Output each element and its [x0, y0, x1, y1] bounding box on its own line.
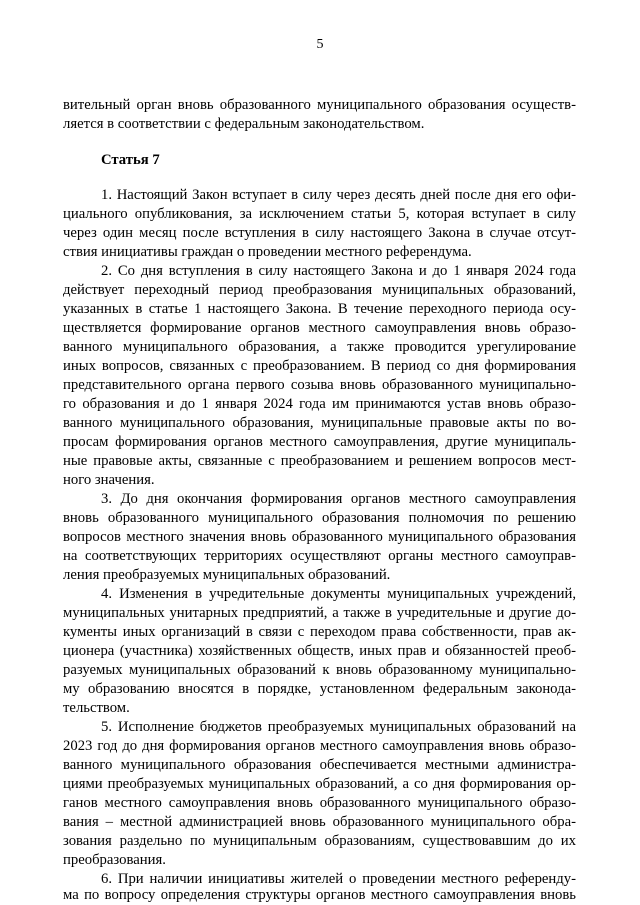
paragraph-2-line: ществляется формирование органов местного самоуправления вновь образо-: [63, 320, 576, 336]
paragraph-6-line: ма по вопросу определения структуры органов местного самоуправления вновь: [63, 887, 576, 903]
paragraph-2-line: ванного муниципального образования, муниципальные правовые акты по во-: [63, 415, 576, 431]
paragraph-5-line: ванного муниципального образования обеспечивается местными администра-: [63, 757, 576, 773]
article-heading: Статья 7: [101, 152, 160, 168]
paragraph-4-line: ционера (участника) хозяйственных обществ, иных прав и обязанностей преоб-: [63, 643, 576, 659]
paragraph-3-line: 3. До дня окончания формирования органов местного самоуправления: [101, 491, 576, 507]
paragraph-2-line: указанных в статье 1 настоящего Закона. В течение переходного периода осу-: [63, 301, 576, 317]
paragraph-1-line: ствия инициативы граждан о проведении местного референдума.: [63, 244, 472, 260]
page-number: 5: [316, 37, 324, 52]
paragraph-1-line: 1. Настоящий Закон вступает в силу через десять дней после дня его офи-: [101, 187, 576, 203]
paragraph-5-line: 2023 год до дня формирования органов местного самоуправления вновь образо-: [63, 738, 576, 754]
paragraph-2-line: ные правовые акты, связанные с преобразованием и решением вопросов мест-: [63, 453, 576, 469]
paragraph-5-line: циями преобразуемых муниципальных образований, а со дня формирования ор-: [63, 776, 576, 792]
intro-line: вительный орган вновь образованного муниципального образования осуществ-: [63, 97, 576, 113]
intro-line: ляется в соответствии с федеральным законодательством.: [63, 116, 425, 132]
paragraph-5-line: вания – местной администрацией вновь образованного муниципального обра-: [63, 814, 576, 830]
paragraph-3-line: ления преобразуемых муниципальных образований.: [63, 567, 391, 583]
paragraph-4-line: кументы иных организаций в связи с переходом права собственности, прав ак-: [63, 624, 576, 640]
paragraph-1-line: циального опубликования, за исключением статьи 5, которая вступает в силу: [63, 206, 576, 222]
paragraph-2-line: ванного муниципального образования, а также проводится урегулирование: [63, 339, 576, 355]
paragraph-1-line: через один месяц после вступления в силу настоящего Закона в случае отсут-: [63, 225, 576, 241]
paragraph-2-line: 2. Со дня вступления в силу настоящего Закона и до 1 января 2024 года: [101, 263, 576, 279]
paragraph-2-line: го образования и до 1 января 2024 года им принимаются устав вновь образо-: [63, 396, 576, 412]
paragraph-2-line: иных вопросов, связанных с преобразованием. В период со дня формирования: [63, 358, 576, 374]
paragraph-4-line: му образованию вносятся в порядке, установленном федеральным законода-: [63, 681, 576, 697]
paragraph-6-line: 6. При наличии инициативы жителей о проведении местного референду-: [101, 871, 576, 887]
paragraph-4-line: разуемых муниципальных образований к вновь образованному муниципально-: [63, 662, 576, 678]
paragraph-2-line: представительного органа первого созыва вновь образованного муниципально-: [63, 377, 576, 393]
paragraph-5-line: зования раздельно по муниципальным образованиям, существовавшим до их: [63, 833, 576, 849]
paragraph-2-line: действует переходный период преобразования муниципальных образований,: [63, 282, 576, 298]
paragraph-2-line: просам формирования органов местного самоуправления, другие муниципаль-: [63, 434, 576, 450]
paragraph-2-line: ного значения.: [63, 472, 155, 488]
paragraph-3-line: вновь образованного муниципального образования полномочия по решению: [63, 510, 576, 526]
paragraph-3-line: вопросов местного значения вновь образованного муниципального образования: [63, 529, 576, 545]
paragraph-4-line: тельством.: [63, 700, 130, 716]
paragraph-5-line: 5. Исполнение бюджетов преобразуемых муниципальных образований на: [101, 719, 576, 735]
paragraph-5-line: ганов местного самоуправления вновь образованного муниципального образо-: [63, 795, 576, 811]
paragraph-4-line: 4. Изменения в учредительные документы муниципальных учреждений,: [101, 586, 576, 602]
paragraph-4-line: муниципальных унитарных предприятий, а также в учредительные и другие до-: [63, 605, 576, 621]
paragraph-5-line: преобразования.: [63, 852, 166, 868]
paragraph-3-line: на соответствующих территориях осуществляют органы местного самоуправ-: [63, 548, 576, 564]
